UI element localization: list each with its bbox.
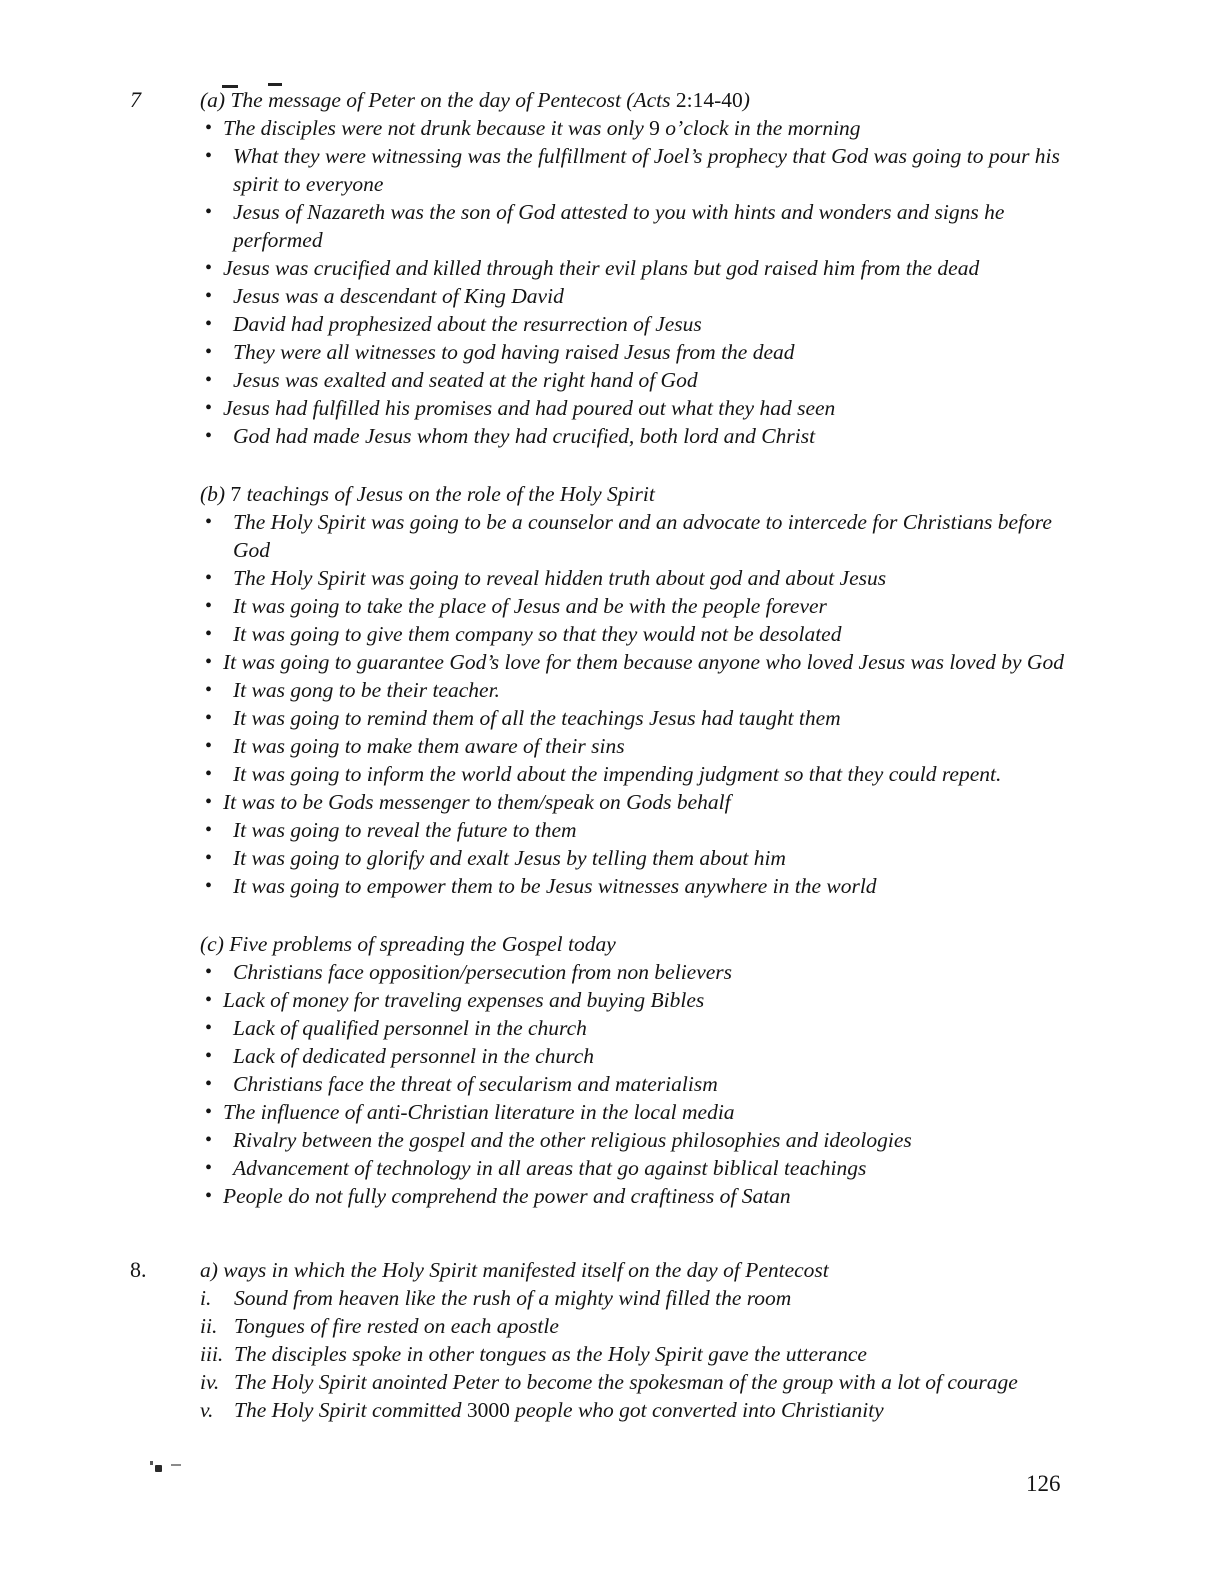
- scan-artifact-speck: [171, 1464, 181, 1466]
- answer-text: The Holy Spirit anointed Peter to become the spokesman of the group with a lot of courage: [234, 1370, 1018, 1394]
- answer-item: • Jesus was exalted and seated at the right hand of God: [200, 366, 1084, 394]
- section-a-list: [200, 114, 1084, 450]
- roman-marker: iii.: [200, 1342, 224, 1366]
- answer-item: • Christians face opposition/persecution from non believers: [200, 958, 1084, 986]
- answer-item: • It was gong to be their teacher.: [200, 676, 1084, 704]
- question-7: [130, 86, 1096, 1210]
- answer-item: [200, 1368, 1084, 1396]
- section-8a-heading: a) ways in which the Holy Spirit manifested itself on the day of Pentecost: [200, 1258, 829, 1282]
- answer-item: • Jesus was crucified and killed through their evil plans but god raised him from the dead: [200, 254, 1084, 282]
- answer-item: • The influence of anti-Christian literature in the local media: [200, 1098, 1084, 1126]
- page-content: [130, 86, 1096, 1424]
- answer-item: • David had prophesized about the resurrection of Jesus: [200, 310, 1084, 338]
- answer-item: • People do not fully comprehend the power and craftiness of Satan: [200, 1182, 1084, 1210]
- answer-item: • It was going to glorify and exalt Jesus by telling them about him: [200, 844, 1084, 872]
- roman-marker: v.: [200, 1398, 214, 1422]
- answer-item: • It was going to make them aware of their sins: [200, 732, 1084, 760]
- question-7-number: 7: [130, 87, 141, 112]
- answer-item: • The disciples were not drunk because it was only 9 o’clock in the morning: [200, 114, 1084, 142]
- answer-text: The disciples spoke in other tongues as the Holy Spirit gave the utterance: [234, 1342, 867, 1366]
- answer-item: • It was going to remind them of all the teachings Jesus had taught them: [200, 704, 1084, 732]
- answer-item: • They were all witnesses to god having raised Jesus from the dead: [200, 338, 1084, 366]
- answer-item: [200, 1284, 1084, 1312]
- page-number: 126: [1026, 1471, 1061, 1496]
- roman-marker: i.: [200, 1286, 212, 1310]
- answer-item: • God had made Jesus whom they had crucified, both lord and Christ: [200, 422, 1084, 450]
- section-b: [200, 480, 1084, 900]
- answer-item: • Advancement of technology in all areas that go against biblical teachings: [200, 1154, 1084, 1182]
- answer-item: • Lack of money for traveling expenses and buying Bibles: [200, 986, 1084, 1014]
- answer-item: • The Holy Spirit was going to be a counselor and an advocate to intercede for Christians before God: [200, 508, 1084, 564]
- answer-text: The Holy Spirit committed 3000 people who got converted into Christianity: [234, 1398, 884, 1422]
- answer-item: • Rivalry between the gospel and the other religious philosophies and ideologies: [200, 1126, 1084, 1154]
- section-b-heading: (b) 7 teachings of Jesus on the role of the Holy Spirit: [200, 482, 655, 506]
- scan-artifact-speck: [155, 1465, 162, 1472]
- answer-item: [200, 1312, 1084, 1340]
- question-8-number: 8.: [130, 1257, 147, 1282]
- roman-marker: ii.: [200, 1314, 218, 1338]
- answer-item: • What they were witnessing was the fulfillment of Joel’s prophecy that God was going to pour his spirit to everyone: [200, 142, 1084, 198]
- answer-item: • It was going to reveal the future to them: [200, 816, 1084, 844]
- section-c-list: [200, 958, 1084, 1210]
- question-7-body: [200, 86, 1084, 1210]
- section-b-list: [200, 508, 1084, 900]
- question-8: [130, 1256, 1096, 1424]
- question-8-body: [200, 1256, 1084, 1424]
- section-c: [200, 930, 1084, 1210]
- answer-item: • It was going to guarantee God’s love for them because anyone who loved Jesus was loved by God: [200, 648, 1084, 676]
- answer-item: • Lack of qualified personnel in the church: [200, 1014, 1084, 1042]
- answer-item: • Lack of dedicated personnel in the church: [200, 1042, 1084, 1070]
- answer-item: • The Holy Spirit was going to reveal hidden truth about god and about Jesus: [200, 564, 1084, 592]
- roman-marker: iv.: [200, 1370, 220, 1394]
- answer-item: • Jesus had fulfilled his promises and had poured out what they had seen: [200, 394, 1084, 422]
- section-8a: [200, 1256, 1084, 1424]
- section-c-heading: (c) Five problems of spreading the Gospel today: [200, 932, 616, 956]
- section-a: [200, 86, 1084, 450]
- scan-artifact-speck: [150, 1461, 153, 1465]
- answer-item: • Jesus of Nazareth was the son of God attested to you with hints and wonders and signs he performed: [200, 198, 1084, 254]
- answer-item: [200, 1340, 1084, 1368]
- answer-item: [200, 1396, 1084, 1424]
- answer-text: Tongues of fire rested on each apostle: [234, 1314, 559, 1338]
- section-a-heading: (a) The message of Peter on the day of Pentecost (Acts 2:14-40): [200, 88, 750, 112]
- answer-item: • It was going to inform the world about the impending judgment so that they could repent.: [200, 760, 1084, 788]
- answer-text: Sound from heaven like the rush of a mighty wind filled the room: [234, 1286, 792, 1310]
- answer-item: • Jesus was a descendant of King David: [200, 282, 1084, 310]
- answer-item: • Christians face the threat of secularism and materialism: [200, 1070, 1084, 1098]
- answer-item: • It was going to take the place of Jesus and be with the people forever: [200, 592, 1084, 620]
- answer-item: • It was to be Gods messenger to them/speak on Gods behalf: [200, 788, 1084, 816]
- answer-item: • It was going to empower them to be Jesus witnesses anywhere in the world: [200, 872, 1084, 900]
- answer-item: • It was going to give them company so that they would not be desolated: [200, 620, 1084, 648]
- section-8a-list: [200, 1284, 1084, 1424]
